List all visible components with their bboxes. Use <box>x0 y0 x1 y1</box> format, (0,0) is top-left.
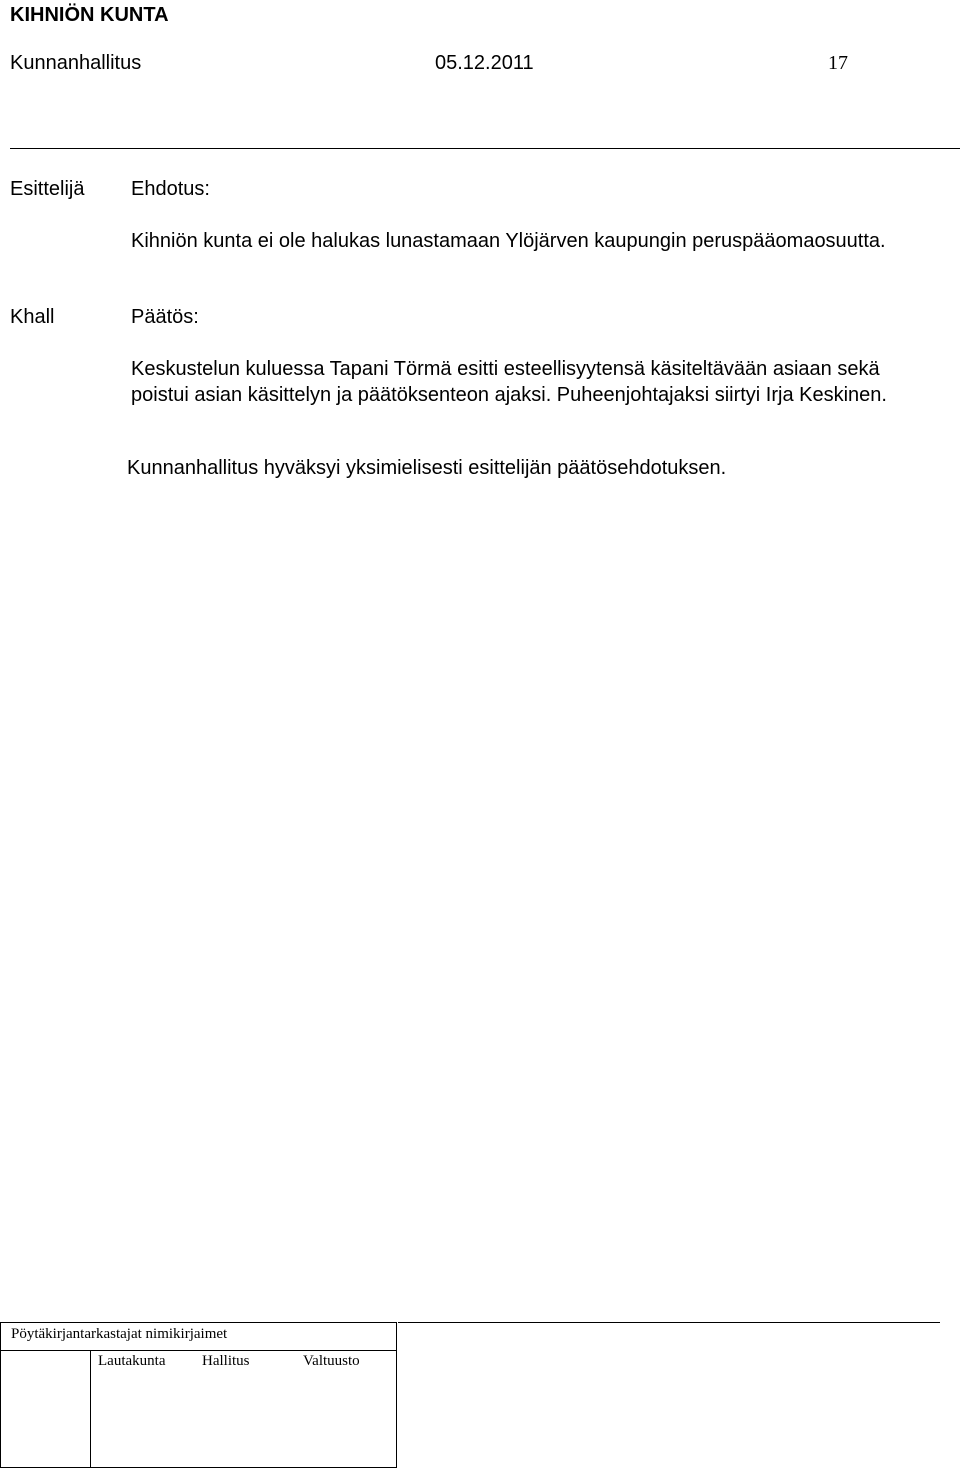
page-number: 17 <box>828 52 848 74</box>
board-short-label: Khall <box>10 306 55 328</box>
decision-heading: Päätös: <box>131 306 199 328</box>
proposal-heading: Ehdotus: <box>131 178 210 200</box>
decision-text: Keskustelun kuluessa Tapani Törmä esitti esteellisyytensä käsiteltävään asiaan sekä poistui asian käsittelyn ja päätöksenteon ajaksi. Puheenjohtajaksi siirtyi Irja Keskinen. <box>131 358 887 406</box>
proposal-text: Kihniön kunta ei ole halukas lunastamaan Ylöjärven kaupungin peruspääomaosuutta. <box>131 230 886 252</box>
final-decision-text: Kunnanhallitus hyväksyi yksimielisesti esittelijän päätösehdotuksen. <box>127 457 727 479</box>
footer-rule <box>398 1322 940 1323</box>
signature-box-column-line <box>90 1350 91 1467</box>
organization-name: KIHNIÖN KUNTA <box>10 4 169 26</box>
signature-box-title: Pöytäkirjantarkastajat nimikirjaimet <box>11 1326 228 1342</box>
signature-column-valtuusto: Valtuusto <box>303 1353 360 1369</box>
signature-box-divider <box>1 1350 396 1351</box>
presenter-label: Esittelijä <box>10 178 85 200</box>
meeting-date: 05.12.2011 <box>435 52 534 74</box>
signature-box <box>0 1322 397 1468</box>
header-divider <box>10 148 960 149</box>
signature-column-hallitus: Hallitus <box>202 1353 250 1369</box>
board-name: Kunnanhallitus <box>10 52 142 74</box>
signature-column-lautakunta: Lautakunta <box>98 1353 166 1369</box>
